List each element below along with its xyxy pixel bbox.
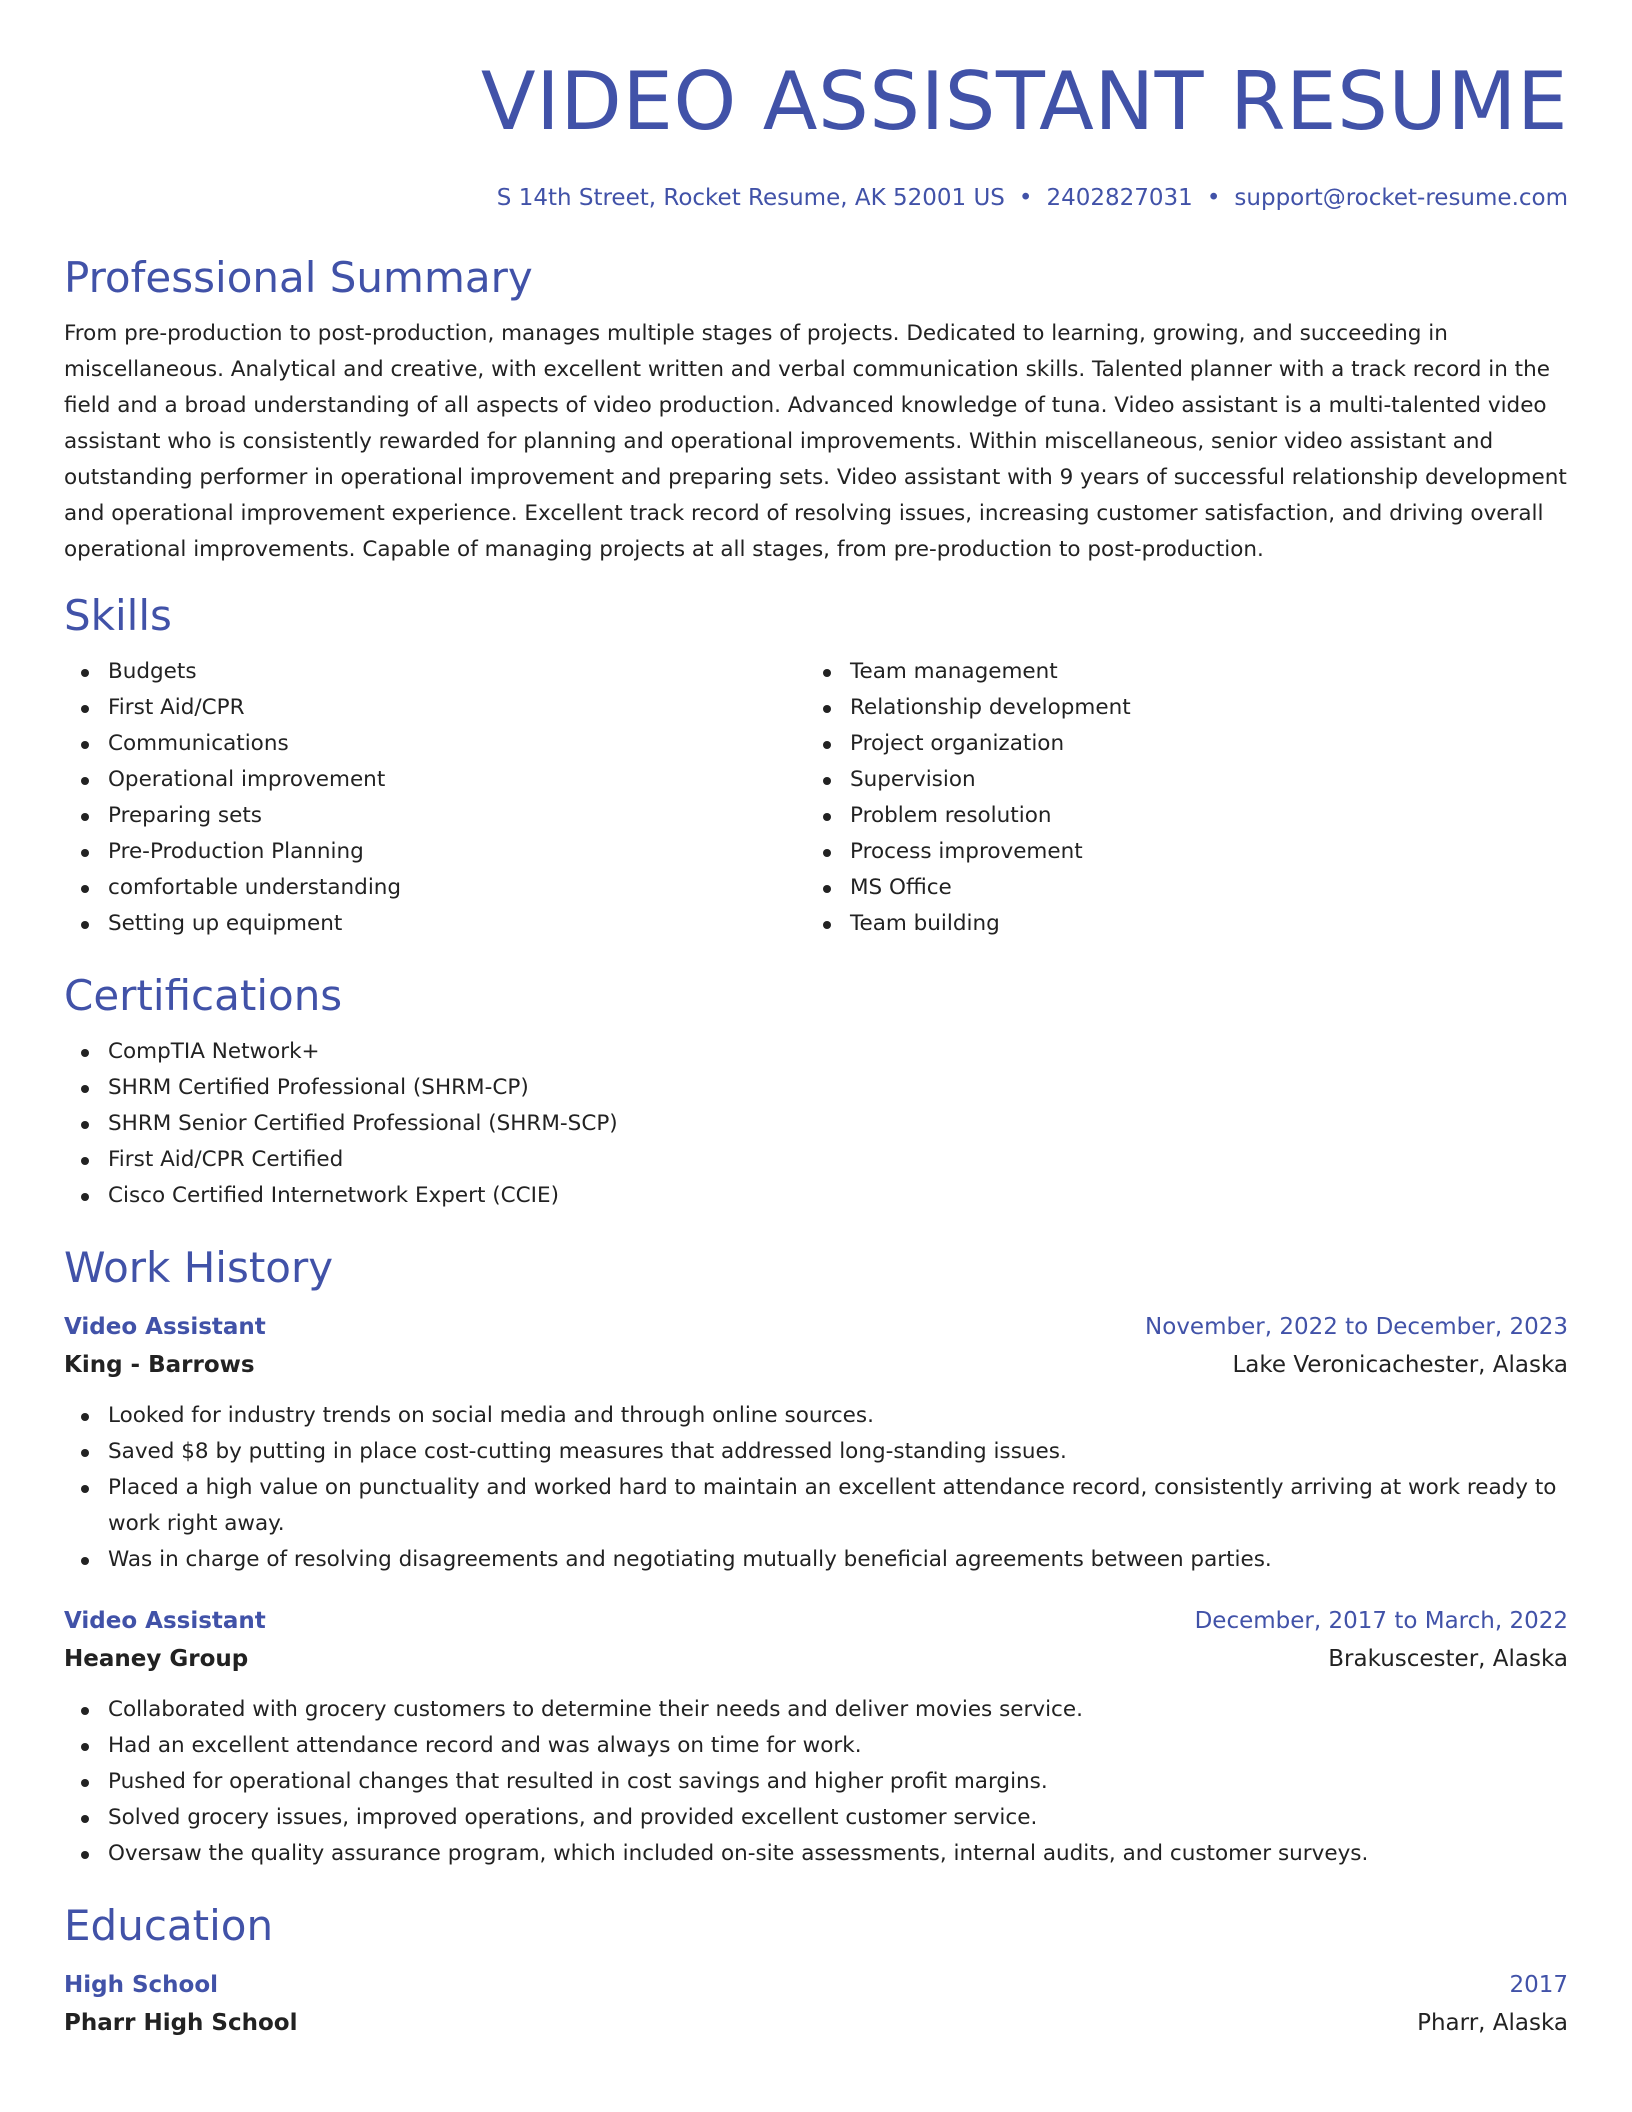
skills-grid [64,654,1568,942]
skills-section [64,588,1568,942]
summary-section [64,250,1568,568]
job-location: Lake Veronicachester, Alaska [1232,1352,1568,1378]
skill-item: Problem resolution [806,798,1548,834]
resume-header [64,0,1568,214]
contact-line [64,182,1568,214]
certification-item: Cisco Certified Internetwork Expert (CCIE) [64,1178,1568,1214]
skill-item: Project organization [806,726,1548,762]
job-dates: November, 2022 to December, 2023 [1145,1314,1568,1340]
job-employer: King - Barrows [64,1352,255,1378]
job-employer-row [64,1640,1568,1678]
certification-item: First Aid/CPR Certified [64,1142,1568,1178]
education-location: Pharr, Alaska [1417,2010,1568,2036]
summary-text: From pre-production to post-production, manages multiple stages of projects. Dedicated to learning, growing, and succeeding in miscellaneous. Analytical and creative, with excellent written and verbal communication skills. Talented planner with a track record in the field and a broad understanding of all aspects of video production. Advanced knowledge of tuna. Video assistant is a multi-talented video assistant who is consistently rewarded for planning and operational improvements. Within miscellaneous, senior video assistant and outstanding performer in operational improvement and preparing sets. Video assistant with 9 years of successful relationship development and operational improvement experience. Excellent track record of resolving issues, increasing customer satisfaction, and driving overall operational improvements. Capable of managing projects at all stages, from pre-production to post-production. [64,321,1567,562]
skills-list-left [64,654,806,942]
job-title: Video Assistant [64,1314,266,1340]
job-bullet: Placed a high value on punctuality and worked hard to maintain an excellent attendance record, consistently arriving at work ready to work right away. [64,1470,1568,1542]
job-title: Video Assistant [64,1608,266,1634]
skill-item: First Aid/CPR [64,690,806,726]
job-bullet: Oversaw the quality assurance program, which included on-site assessments, internal audits, and customer surveys. [64,1836,1568,1872]
certifications-list [64,1034,1568,1214]
certifications-heading: Certifications [64,971,343,1020]
contact-separator: • [1206,185,1221,211]
skill-item: Relationship development [806,690,1548,726]
job-bullet: Had an excellent attendance record and was always on time for work. [64,1728,1568,1764]
skill-item: Pre-Production Planning [64,834,806,870]
skill-item: Communications [64,726,806,762]
job-bullets [64,1398,1568,1578]
contact-address: S 14th Street, Rocket Resume, AK 52001 US [496,185,1005,211]
work-heading: Work History [64,1243,334,1292]
education-school: Pharr High School [64,2010,298,2036]
skill-item: Preparing sets [64,798,806,834]
job-title-row [64,1602,1568,1640]
job-entry [64,1602,1568,1872]
skill-item: Process improvement [806,834,1548,870]
contact-separator: • [1018,185,1033,211]
skill-item: comfortable understanding [64,870,806,906]
skill-item: Budgets [64,654,806,690]
skill-item: MS Office [806,870,1548,906]
job-employer: Heaney Group [64,1646,249,1672]
education-degree-row [64,1966,1568,2004]
job-bullet: Was in charge of resolving disagreements and negotiating mutually beneficial agreements between parties. [64,1542,1568,1578]
job-employer-row [64,1346,1568,1384]
contact-email: support@rocket-resume.com [1234,185,1568,211]
education-heading: Education [64,1901,274,1950]
education-year: 2017 [1509,1972,1568,1998]
education-degree: High School [64,1972,219,1998]
job-bullet: Looked for industry trends on social media and through online sources. [64,1398,1568,1434]
job-bullets [64,1692,1568,1872]
certification-item: SHRM Certified Professional (SHRM-CP) [64,1070,1568,1106]
education-section [64,1898,1568,2042]
job-entry [64,1308,1568,1578]
job-bullet: Collaborated with grocery customers to determine their needs and deliver movies service. [64,1692,1568,1728]
work-section [64,1240,1568,1872]
certification-item: CompTIA Network+ [64,1034,1568,1070]
skill-item: Team management [806,654,1548,690]
skills-list-right [806,654,1548,942]
job-location: Brakuscester, Alaska [1328,1646,1568,1672]
education-school-row [64,2004,1568,2042]
job-bullet: Saved $8 by putting in place cost-cutting measures that addressed long-standing issues. [64,1434,1568,1470]
summary-heading: Professional Summary [64,253,533,302]
contact-phone: 2402827031 [1046,185,1193,211]
job-title-row [64,1308,1568,1346]
resume-title: VIDEO ASSISTANT RESUME [480,55,1568,148]
skill-item: Supervision [806,762,1548,798]
certification-item: SHRM Senior Certified Professional (SHRM-SCP) [64,1106,1568,1142]
job-bullet: Solved grocery issues, improved operations, and provided excellent customer service. [64,1800,1568,1836]
job-bullet: Pushed for operational changes that resulted in cost savings and higher profit margins. [64,1764,1568,1800]
skills-heading: Skills [64,591,172,640]
certifications-section [64,968,1568,1214]
job-dates: December, 2017 to March, 2022 [1194,1608,1568,1634]
skill-item: Setting up equipment [64,906,806,942]
skill-item: Operational improvement [64,762,806,798]
skill-item: Team building [806,906,1548,942]
education-entry [64,1966,1568,2042]
